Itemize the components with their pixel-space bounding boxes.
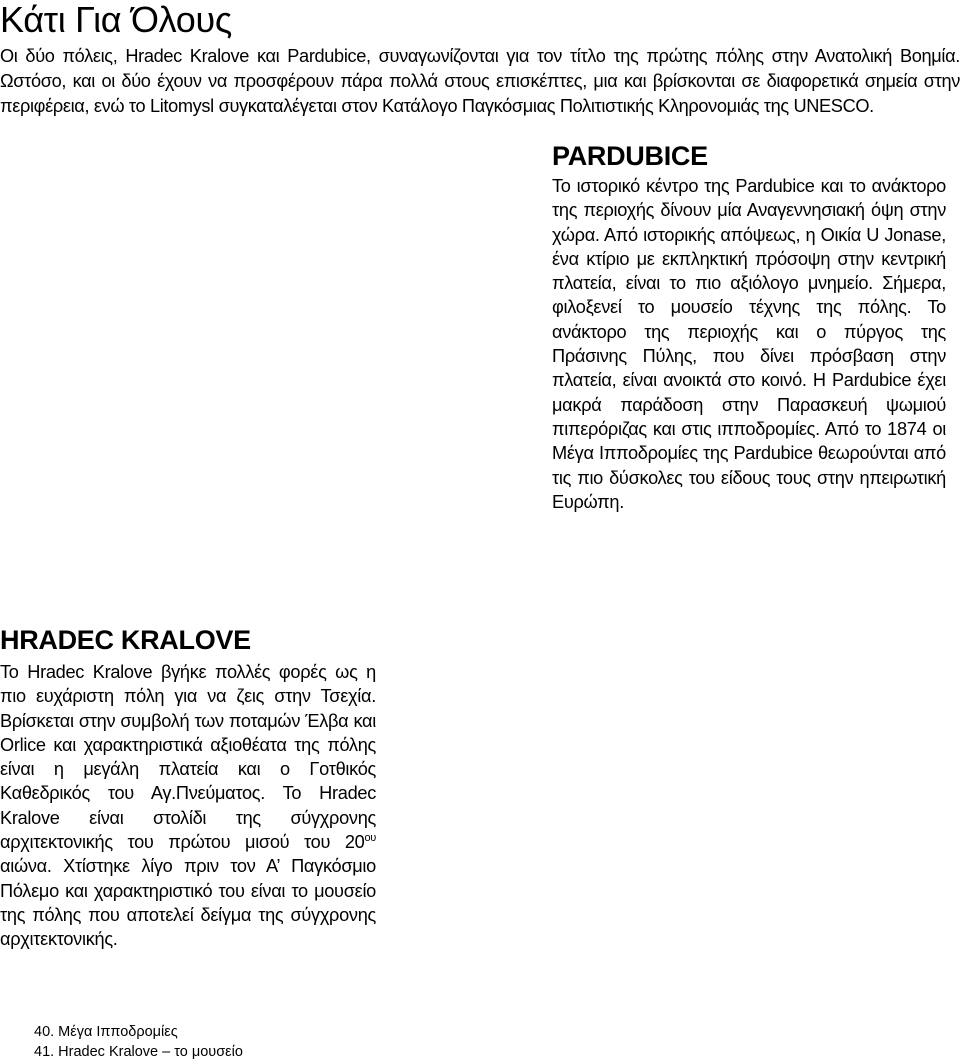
intro-paragraph: Οι δύο πόλεις, Hradec Kralove και Pardubice, συναγωνίζονται για τον τίτλο της πρώτης πόλης στην Ανατολική Βοημία. Ωστόσο, και οι δύο έχουν να προσφέρουν πάρα πολλά στους επισκέπτες, μια και βρίσκονται σε διαφορετικά σημεία στην περιφέρεια, ενώ το Litomysl συγκαταλέγεται στον Κατάλογο Παγκόσμιας Πολιτιστικής Κληρονομιάς της UNESCO. (0, 46, 960, 116)
hradec-paragraph-text-1: Το Hradec Kralove βγήκε πολλές φορές ως η πιο ευχάριστη πόλη για να ζεις στην Τσεχία. Βρίσκεται στην συμβολή των ποταμών Έλβα και Orlice και χαρακτηριστικά αξιοθέατα της πόλης είναι η μεγάλη πλατεία και ο Γοτθικός Καθεδρικός του Αγ.Πνεύματος. Το Hradec Kralove είναι στολίδι της σύγχρονης αρχιτεκτονικής του πρώτου μισού του 20 (0, 662, 376, 853)
hradec-heading: HRADEC KRALOVE (0, 625, 251, 655)
figure-caption: 41. Hradec Kralove – το μουσείο (34, 1044, 243, 1060)
pardubice-section (552, 140, 946, 514)
ordinal-suffix: ου (364, 832, 376, 845)
hradec-paragraph (0, 660, 376, 952)
hradec-paragraph-text-2: αιώνα. Χτίστηκε λίγο πριν τον Α’ Παγκόσμιο Πόλεμο και χαρακτηριστικό του είναι το μουσείο της πόλης που αποτελεί δείγμα της σύγχρονης αρχιτεκτονικής. (0, 856, 376, 950)
pardubice-paragraph: Το ιστορικό κέντρο της Pardubice και το ανάκτορο της περιοχής δίνουν μία Αναγεννησιακή όψη στην χώρα. Από ιστορικής απόψεως, η Οικία U Jonase, ένα κτίριο με εκπληκτική πρόσοψη στην κεντρική πλατεία, είναι το πιο αξιόλογο μνημείο. Σήμερα, φιλοξενεί το μουσείο τέχνης της πόλης. Το ανάκτορο της περιοχής και ο πύργος της Πράσινης Πύλης, που δίνει πρόσβαση στην πλατεία, είναι ανοικτά στο κοινό. Η Pardubice έχει μακρά παράδοση στην Παρασκευή ψωμιού πιπερόριζας και στις ιπποδρομίες. Από το 1874 οι Μέγα Ιπποδρομίες της Pardubice θεωρούνται από τις πιο δύσκολες του είδους τους στην ηπειρωτική Ευρώπη. (552, 176, 946, 512)
figure-captions (34, 1022, 243, 1062)
figure-caption: 40. Μέγα Ιπποδρομίες (34, 1024, 178, 1040)
page-title: Κάτι Για Όλους (0, 0, 232, 40)
hradec-section (0, 624, 376, 952)
pardubice-heading: PARDUBICE (552, 141, 708, 171)
